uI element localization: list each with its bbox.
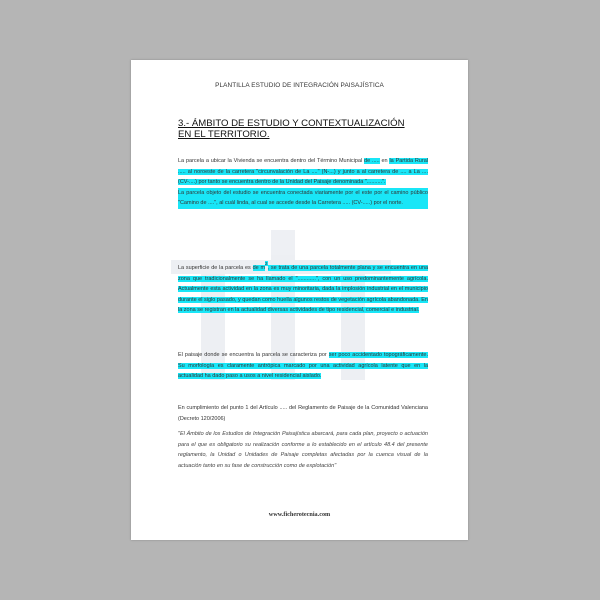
p1-text-c: en [379,158,390,164]
document-page [131,60,468,540]
p3-text-a: El paisaje donde se encuentra la parcela se caracteriza por [178,352,329,358]
p1-highlight-d: la Partida Rural ..... al noroeste de la carretera "circunvalación de La ...." (N-...) y junto a al carretera de .... a La .... (CV-....) por tanto se encuentra dentro de la Unidad del Paisaje denominada "..........". [178,158,428,186]
paragraph-quote: "El Ámbito de los Estudios de Integración Paisajística abarcará, para cada plan, proyecto o actuación para el que es obligatorio su realización conforme a lo establecido en el artículo 48.4 del presente reglamento, la Unidad o Unidades de Paisaje completas afectadas por la cuenca visual de la actuación tanto en su fase de construcción como de explotación" [178,431,428,469]
page-header: PLANTILLA ESTUDIO DE INTEGRACIÓN PAISAJÍSTICA [215,82,384,89]
p1-highlight-b: de ..... [364,158,380,164]
paragraph-surface [178,263,428,316]
p3-highlight-b: ser poco accidentado topográficamente. Su morfología es claramente antrópica marcado por una actividad agrícola latente que en la actualidad ha dado paso a usos a nivel residencial aislado. [178,352,428,380]
p2-superscript: 2 [265,261,268,266]
paragraph-regulation: En cumplimiento del punto 1 del Artículo ..... del Reglamento de Paisaje de la Comunidad Valenciana (Decreto 120/2006) [178,405,428,422]
p2-highlight-b: de m [252,265,266,271]
section-title: 3.- ÁMBITO DE ESTUDIO Y CONTEXTUALIZACIÓN EN EL TERRITORIO. [178,118,405,140]
p1-text-a: La parcela a ubicar la Vivienda se encuentra dentro del Término Municipal [178,158,365,164]
paragraph-landscape [178,350,428,382]
page-footer-url: www.ficherotecnia.com [268,511,331,518]
p2-text-a: La superficie de la parcela es [178,265,253,271]
paragraph-location [178,156,428,209]
p2-highlight-c: , se trata de una parcela totalmente plana y se encuentra en una zona que tradicionalmente se ha llamado el "............", con un uso predominantemente agrícola. Actualmente esta actividad en la zona es muy minoritaria, dada la implosión industrial en el municipio durante el siglo pasado, y quedan como huella algunos restos de vegetación agrícola abandonada. En la zona se registran en la actualidad diversas actividades de tipo residencial, comercial e industrial. [178,265,428,314]
p1-highlight-e: La parcela objeto del estudio se encuentra conectada viariamente por el este por el camino público "Camino de ....", al cuál linda, al cual se accede desde la Carretera ..... (CV-.....) por el norte. [178,188,428,209]
